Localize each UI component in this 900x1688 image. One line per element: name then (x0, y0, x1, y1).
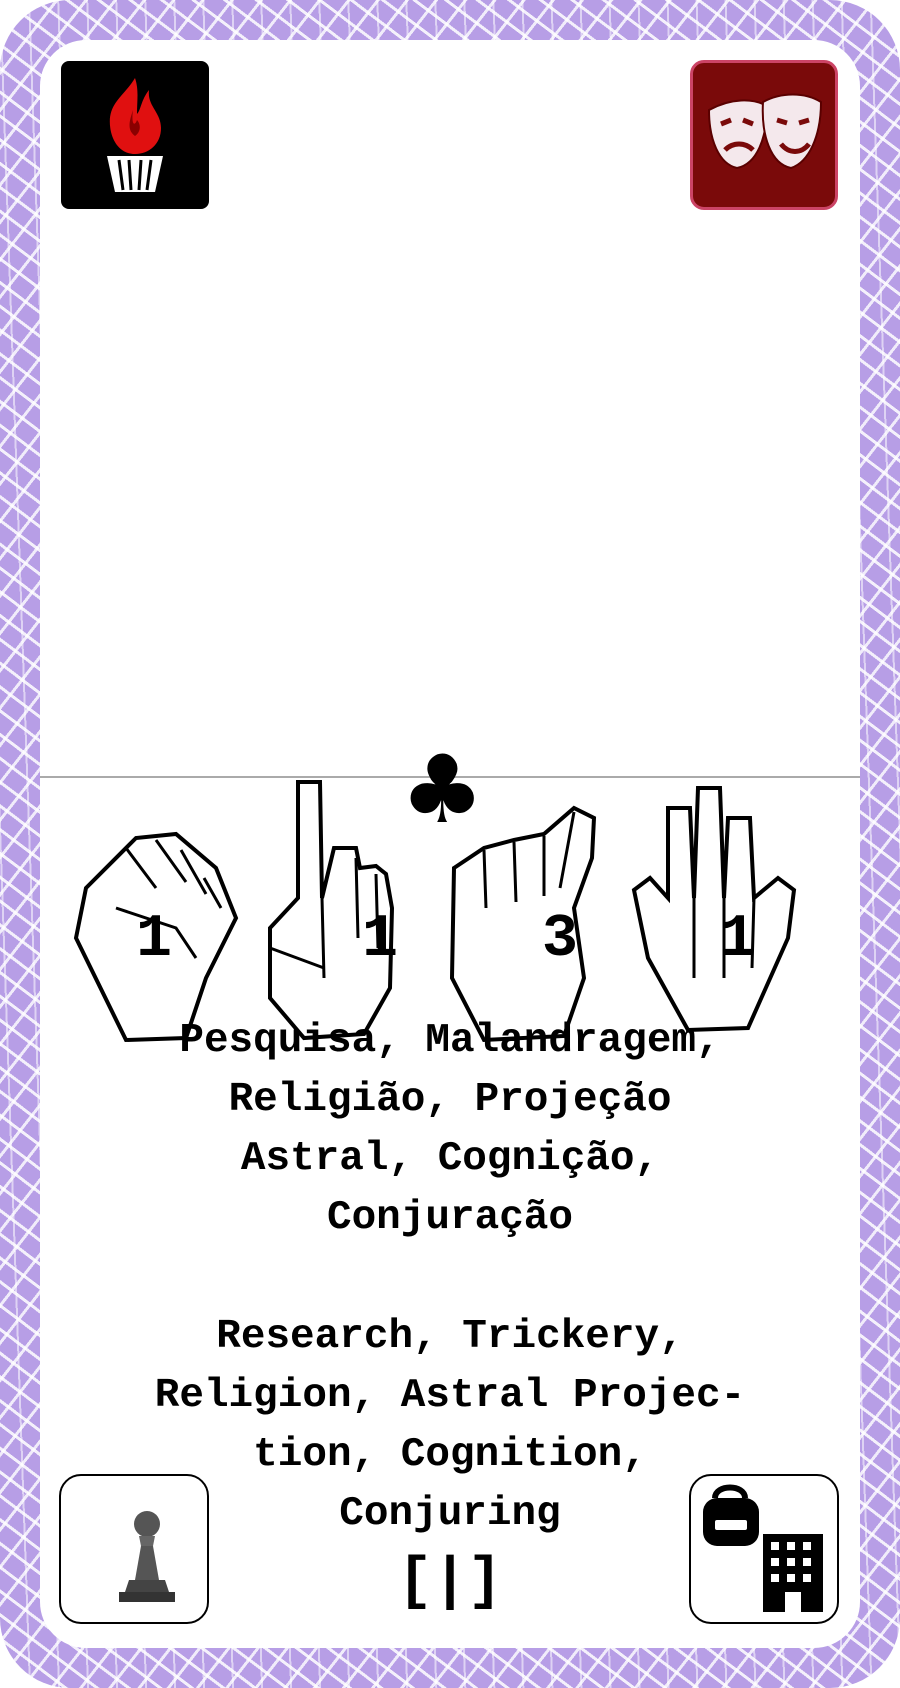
theater-masks-icon (690, 60, 838, 210)
backpack-building-icon (689, 1474, 839, 1624)
torch-icon (61, 61, 209, 209)
skills-english: Research, Trickery, Religion, Astral Projec- tion, Cognition, Conjuring (154, 1314, 746, 1537)
pawn-icon (59, 1474, 209, 1624)
open-value: 1 (719, 906, 756, 974)
fist-value: 1 (135, 906, 172, 974)
club-suit-icon: ♣ (400, 736, 485, 845)
grasping-value: 3 (541, 906, 578, 974)
card-face (40, 40, 860, 1648)
skills-portuguese: Pesquisa, Malandragem, Religião, Projeção Astral, Cognição, Conjuração (179, 1018, 721, 1241)
pointing-value: 1 (361, 906, 398, 974)
card-tag: [|] (397, 1550, 503, 1615)
